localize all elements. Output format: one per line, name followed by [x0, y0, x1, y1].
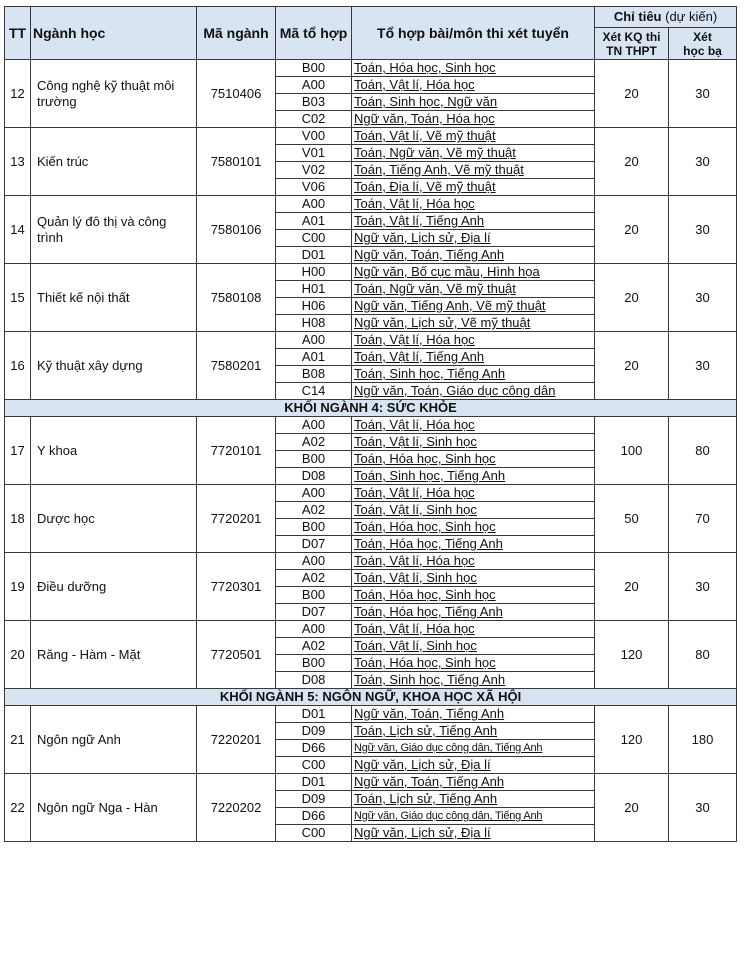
major-number: 19: [5, 553, 31, 621]
quota-transcript: 30: [669, 774, 737, 842]
combo-subjects: Toán, Vật lí, Hóa học: [352, 332, 595, 349]
quota-exam: 120: [595, 706, 669, 774]
header-tt: TT: [5, 7, 31, 60]
table-body: [5, 60, 737, 842]
quota-transcript: 30: [669, 332, 737, 400]
quota-transcript: 180: [669, 706, 737, 774]
combo-subjects: Toán, Địa lí, Vẽ mỹ thuật: [352, 179, 595, 196]
combo-code: H01: [276, 281, 352, 298]
combo-code: C00: [276, 825, 352, 842]
major-number: 14: [5, 196, 31, 264]
combo-code: H00: [276, 264, 352, 281]
combo-code: A00: [276, 553, 352, 570]
table-row: [5, 706, 737, 723]
combo-code: C00: [276, 757, 352, 774]
combo-code: D09: [276, 791, 352, 808]
admission-table: [4, 6, 737, 842]
major-name: Ngôn ngữ Anh: [31, 706, 197, 774]
combo-subjects: Ngữ văn, Lịch sử, Vẽ mỹ thuật: [352, 315, 595, 332]
major-code: 7580201: [197, 332, 276, 400]
combo-code: C02: [276, 111, 352, 128]
quota-transcript: 30: [669, 128, 737, 196]
header-to-hop: Tổ hợp bài/môn thi xét tuyển: [352, 7, 595, 60]
quota-transcript: 30: [669, 553, 737, 621]
quota-exam: 20: [595, 196, 669, 264]
group-row: [5, 689, 737, 706]
combo-code: D01: [276, 247, 352, 264]
combo-code: H08: [276, 315, 352, 332]
combo-code: A02: [276, 570, 352, 587]
quota-transcript: 80: [669, 621, 737, 689]
combo-code: A02: [276, 638, 352, 655]
table-row: [5, 196, 737, 213]
major-code: 7580101: [197, 128, 276, 196]
quota-exam: 120: [595, 621, 669, 689]
major-name: Kỹ thuật xây dựng: [31, 332, 197, 400]
header-chi-tieu-label: Chỉ tiêu: [613, 9, 662, 24]
header-xet-kq-line2: TN THPT: [606, 43, 657, 58]
major-number: 13: [5, 128, 31, 196]
group-row: [5, 400, 737, 417]
combo-code: V00: [276, 128, 352, 145]
quota-exam: 20: [595, 264, 669, 332]
combo-subjects: Toán, Sinh học, Ngữ văn: [352, 94, 595, 111]
combo-code: B00: [276, 519, 352, 536]
combo-code: A00: [276, 196, 352, 213]
combo-subjects: Toán, Sinh học, Tiếng Anh: [352, 366, 595, 383]
table-row: [5, 128, 737, 145]
combo-code: B00: [276, 587, 352, 604]
major-number: 18: [5, 485, 31, 553]
combo-code: D01: [276, 774, 352, 791]
combo-code: D08: [276, 672, 352, 689]
header-chi-tieu-note: (dự kiến): [665, 9, 718, 24]
combo-subjects: Toán, Hóa học, Tiếng Anh: [352, 604, 595, 621]
major-code: 7580106: [197, 196, 276, 264]
major-code: 7720501: [197, 621, 276, 689]
combo-code: B00: [276, 60, 352, 77]
table-row: [5, 621, 737, 638]
combo-code: A00: [276, 621, 352, 638]
combo-code: V01: [276, 145, 352, 162]
quota-exam: 20: [595, 128, 669, 196]
quota-exam: 20: [595, 332, 669, 400]
major-name: Kiến trúc: [31, 128, 197, 196]
combo-code: D66: [276, 808, 352, 825]
major-name: Thiết kế nội thất: [31, 264, 197, 332]
quota-exam: 20: [595, 60, 669, 128]
combo-subjects: Toán, Hóa học, Sinh học: [352, 451, 595, 468]
major-number: 12: [5, 60, 31, 128]
combo-code: A01: [276, 349, 352, 366]
combo-code: B00: [276, 451, 352, 468]
combo-subjects: Ngữ văn, Toán, Hóa học: [352, 111, 595, 128]
table-row: [5, 553, 737, 570]
combo-code: D66: [276, 740, 352, 757]
combo-subjects: Toán, Vật lí, Hóa học: [352, 77, 595, 94]
major-code: 7220202: [197, 774, 276, 842]
combo-subjects: Ngữ văn, Tiếng Anh, Vẽ mỹ thuật: [352, 298, 595, 315]
combo-code: D01: [276, 706, 352, 723]
combo-code: D07: [276, 536, 352, 553]
combo-subjects: Ngữ văn, Toán, Tiếng Anh: [352, 774, 595, 791]
major-code: 7580108: [197, 264, 276, 332]
header-ma-nganh: Mã ngành: [197, 7, 276, 60]
major-code: 7720101: [197, 417, 276, 485]
combo-code: A01: [276, 213, 352, 230]
quota-transcript: 30: [669, 60, 737, 128]
major-code: 7510406: [197, 60, 276, 128]
combo-subjects: Ngữ văn, Toán, Tiếng Anh: [352, 247, 595, 264]
combo-code: D08: [276, 468, 352, 485]
major-number: 21: [5, 706, 31, 774]
major-name: Quản lý đô thị và công trình: [31, 196, 197, 264]
major-number: 17: [5, 417, 31, 485]
combo-code: D07: [276, 604, 352, 621]
header-nganh-hoc: Ngành học: [31, 7, 197, 60]
combo-subjects: Toán, Vật lí, Vẽ mỹ thuật: [352, 128, 595, 145]
major-name: Răng - Hàm - Mặt: [31, 621, 197, 689]
combo-subjects: Ngữ văn, Lịch sử, Địa lí: [352, 757, 595, 774]
combo-subjects: Toán, Vật lí, Hóa học: [352, 485, 595, 502]
quota-exam: 100: [595, 417, 669, 485]
combo-subjects: Ngữ văn, Toán, Tiếng Anh: [352, 706, 595, 723]
combo-code: A00: [276, 485, 352, 502]
major-number: 22: [5, 774, 31, 842]
combo-code: V06: [276, 179, 352, 196]
combo-subjects: Toán, Lịch sử, Tiếng Anh: [352, 723, 595, 740]
combo-code: A02: [276, 434, 352, 451]
combo-subjects: Toán, Vật lí, Hóa học: [352, 417, 595, 434]
combo-subjects: Toán, Vật lí, Sinh học: [352, 434, 595, 451]
combo-code: D09: [276, 723, 352, 740]
major-name: Ngôn ngữ Nga - Hàn: [31, 774, 197, 842]
combo-subjects: Toán, Ngữ văn, Vẽ mỹ thuật: [352, 145, 595, 162]
combo-subjects: Ngữ văn, Lịch sử, Địa lí: [352, 825, 595, 842]
combo-subjects: Toán, Vật lí, Sinh học: [352, 502, 595, 519]
combo-code: B03: [276, 94, 352, 111]
major-name: Dược học: [31, 485, 197, 553]
combo-subjects: Toán, Vật lí, Tiếng Anh: [352, 213, 595, 230]
table-row: [5, 332, 737, 349]
combo-subjects: Toán, Vật lí, Sinh học: [352, 638, 595, 655]
table-row: [5, 264, 737, 281]
combo-subjects: Toán, Vật lí, Hóa học: [352, 196, 595, 213]
quota-exam: 50: [595, 485, 669, 553]
combo-subjects: Toán, Hóa học, Sinh học: [352, 60, 595, 77]
quota-transcript: 70: [669, 485, 737, 553]
major-number: 15: [5, 264, 31, 332]
combo-code: A00: [276, 77, 352, 94]
combo-subjects: Toán, Hóa học, Sinh học: [352, 587, 595, 604]
combo-subjects: Ngữ văn, Lịch sử, Địa lí: [352, 230, 595, 247]
major-number: 20: [5, 621, 31, 689]
combo-code: A00: [276, 332, 352, 349]
combo-subjects: Toán, Vật lí, Hóa học: [352, 553, 595, 570]
table-row: [5, 417, 737, 434]
header-xet-kq-line1: Xét KQ thi: [602, 29, 661, 44]
header-xet-kq-thi: [595, 28, 669, 60]
header-xet-hb-line1: Xét: [693, 29, 712, 44]
combo-subjects: Toán, Hóa học, Sinh học: [352, 519, 595, 536]
major-name: Điều dưỡng: [31, 553, 197, 621]
combo-code: B08: [276, 366, 352, 383]
quota-exam: 20: [595, 774, 669, 842]
major-name: Công nghệ kỹ thuật môi trường: [31, 60, 197, 128]
combo-subjects: Toán, Lịch sử, Tiếng Anh: [352, 791, 595, 808]
combo-code: C14: [276, 383, 352, 400]
combo-subjects: Toán, Hóa học, Sinh học: [352, 655, 595, 672]
quota-transcript: 30: [669, 264, 737, 332]
table-row: [5, 60, 737, 77]
header-ma-to-hop: Mã tổ hợp: [276, 7, 352, 60]
combo-code: C00: [276, 230, 352, 247]
combo-code: B00: [276, 655, 352, 672]
combo-subjects: Ngữ văn, Toán, Giáo dục công dân: [352, 383, 595, 400]
major-code: 7220201: [197, 706, 276, 774]
combo-code: V02: [276, 162, 352, 179]
quota-exam: 20: [595, 553, 669, 621]
header-chi-tieu: [595, 7, 737, 28]
combo-code: A00: [276, 417, 352, 434]
combo-subjects: Toán, Sinh học, Tiếng Anh: [352, 468, 595, 485]
combo-subjects: Toán, Vật lí, Sinh học: [352, 570, 595, 587]
combo-subjects: Ngữ văn, Giáo dục công dân, Tiếng Anh: [352, 808, 595, 825]
combo-subjects: Toán, Vật lí, Hóa học: [352, 621, 595, 638]
major-name: Y khoa: [31, 417, 197, 485]
combo-subjects: Ngữ văn, Giáo dục công dân, Tiếng Anh: [352, 740, 595, 757]
table-row: [5, 485, 737, 502]
combo-subjects: Toán, Hóa học, Tiếng Anh: [352, 536, 595, 553]
combo-code: H06: [276, 298, 352, 315]
combo-subjects: Toán, Tiếng Anh, Vẽ mỹ thuật: [352, 162, 595, 179]
combo-subjects: Toán, Ngữ văn, Vẽ mỹ thuật: [352, 281, 595, 298]
group-title: KHỐI NGÀNH 5: NGÔN NGỮ, KHOA HỌC XÃ HỘI: [5, 689, 737, 706]
combo-subjects: Toán, Vật lí, Tiếng Anh: [352, 349, 595, 366]
major-number: 16: [5, 332, 31, 400]
combo-code: A02: [276, 502, 352, 519]
quota-transcript: 80: [669, 417, 737, 485]
header-xet-hb-line2: học bạ: [683, 43, 722, 58]
major-code: 7720201: [197, 485, 276, 553]
quota-transcript: 30: [669, 196, 737, 264]
header-xet-hoc-ba: [669, 28, 737, 60]
major-code: 7720301: [197, 553, 276, 621]
combo-subjects: Ngữ văn, Bố cục mầu, Hình họa: [352, 264, 595, 281]
group-title: KHỐI NGÀNH 4: SỨC KHỎE: [5, 400, 737, 417]
combo-subjects: Toán, Sinh học, Tiếng Anh: [352, 672, 595, 689]
table-row: [5, 774, 737, 791]
